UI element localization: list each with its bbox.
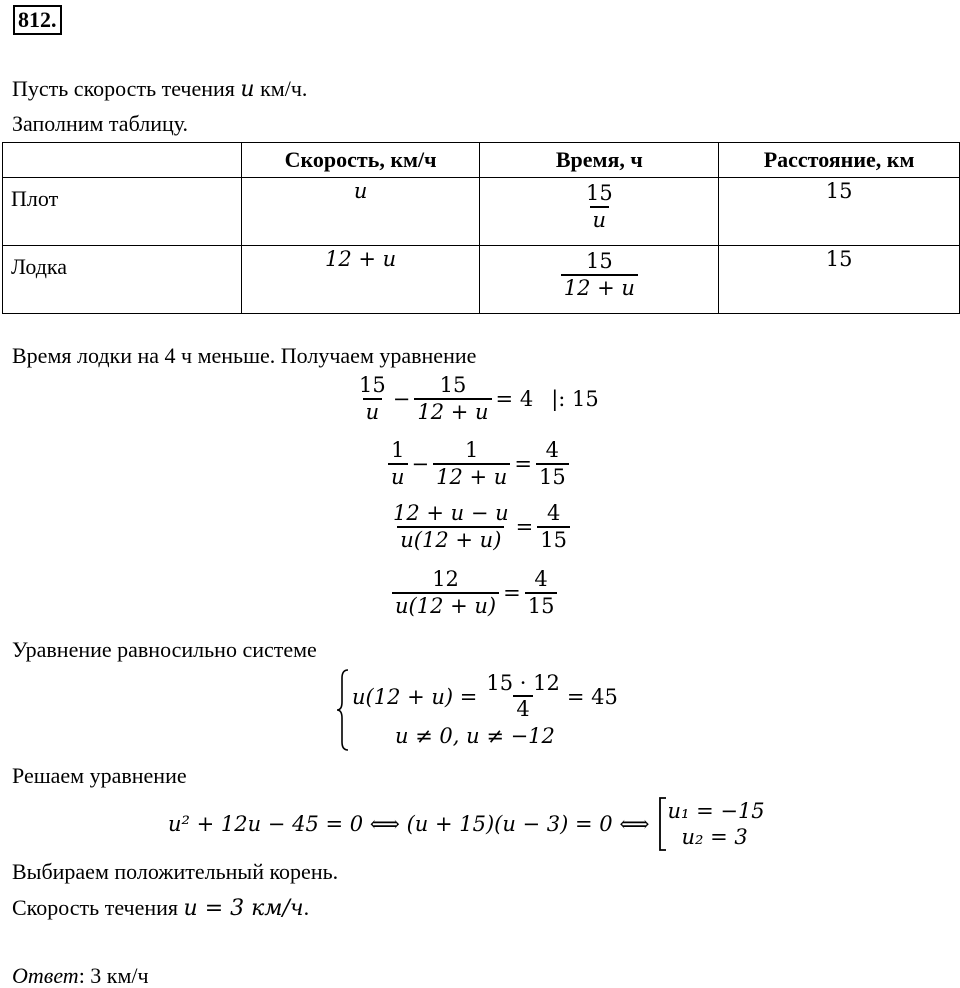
minus-sign: −	[411, 452, 430, 477]
text-choose: Выбираем положительный корень.	[12, 859, 339, 884]
intro-variable: u	[240, 77, 255, 102]
fraction-numerator: 4	[534, 567, 548, 591]
fraction-numerator: 4	[546, 501, 561, 525]
intro-unit: км/ч.	[254, 76, 308, 101]
fraction-numerator: 12	[432, 567, 459, 591]
fraction-numerator: 15	[439, 373, 467, 397]
fraction-numerator: 4	[545, 438, 559, 462]
distance-value: 15	[825, 179, 853, 203]
table-cell-label	[3, 178, 242, 246]
fraction	[388, 439, 408, 490]
fraction-denominator: u	[388, 463, 408, 490]
equation-3	[390, 502, 570, 553]
system-lines	[352, 672, 622, 749]
left-brace-icon	[336, 668, 350, 752]
fraction-denominator: u(12 + u)	[392, 592, 499, 619]
table-cell-speed	[241, 246, 480, 314]
text-system: Уравнение равносильно системе	[12, 637, 317, 662]
root-2: u₂ = 3	[681, 825, 748, 849]
minus-sign: −	[392, 387, 411, 412]
fraction	[433, 439, 510, 490]
fraction	[390, 502, 512, 553]
fraction-denominator: 15	[536, 463, 569, 490]
distance-value: 15	[825, 247, 853, 271]
fraction-denominator: 15	[537, 526, 570, 553]
table-header-row	[3, 143, 960, 178]
root-1: u₁ = −15	[667, 798, 765, 823]
system-lhs: u(12 + u) =	[352, 684, 478, 709]
quadratic-equation	[168, 796, 765, 852]
roots	[667, 798, 764, 851]
table-cell-time	[480, 246, 719, 314]
intro-text: Пусть скорость течения	[12, 76, 241, 101]
text-speed	[12, 897, 309, 920]
problem-number: 812.	[13, 5, 62, 35]
equals-sign: =	[503, 581, 521, 606]
fraction-numerator: 12 + u − u	[393, 501, 509, 525]
fraction	[536, 439, 569, 490]
speed-value: 12 + u	[324, 247, 397, 271]
fraction	[392, 568, 499, 619]
data-table	[2, 142, 960, 314]
fraction-denominator: u	[590, 206, 610, 233]
fraction-denominator: 12 + u	[433, 463, 510, 490]
speed-period: .	[303, 895, 310, 920]
table-cell-distance	[719, 246, 960, 314]
fraction	[483, 672, 562, 723]
intro-line-2: Заполним таблицу.	[12, 111, 189, 136]
equation-1	[356, 374, 599, 425]
table-row	[3, 246, 960, 314]
fraction-denominator: 15	[525, 592, 558, 619]
fraction-numerator: 1	[391, 438, 405, 462]
fraction-denominator: 12 + u	[561, 274, 638, 301]
equation-note: |: 15	[551, 387, 599, 412]
table-header: Расстояние, км	[719, 143, 960, 178]
table-cell-label	[3, 246, 242, 314]
speed-value: u	[353, 179, 368, 203]
fraction-numerator: 15	[359, 373, 386, 397]
speed-text: Скорость течения	[12, 895, 184, 920]
answer	[12, 965, 149, 987]
fraction	[525, 568, 558, 619]
equation-2	[388, 439, 569, 490]
table-header: Время, ч	[480, 143, 719, 178]
time-fraction	[561, 250, 638, 301]
equation-rhs: = 4	[495, 387, 534, 412]
fraction-numerator: 15	[585, 249, 613, 273]
table-cell-distance	[719, 178, 960, 246]
fraction-numerator: 15	[585, 181, 613, 205]
table-header	[3, 143, 242, 178]
table-cell-time	[480, 178, 719, 246]
fraction-denominator: u	[363, 398, 383, 425]
text-time-less: Время лодки на 4 ч меньше. Получаем уравнение	[12, 343, 477, 368]
quadratic-expression: u² + 12u − 45 = 0 ⟺ (u + 15)(u − 3) = 0 ⟺	[168, 812, 650, 836]
row-label: Лодка	[11, 254, 68, 279]
left-bracket-icon	[657, 796, 667, 852]
fraction	[537, 502, 570, 553]
system-rhs: = 45	[566, 684, 618, 709]
table-row	[3, 178, 960, 246]
fraction-numerator: 15 · 12	[486, 670, 560, 695]
equation-4	[392, 568, 557, 619]
table-cell-speed	[241, 178, 480, 246]
system-line-1	[352, 672, 622, 723]
equals-sign: =	[515, 515, 534, 540]
answer-value: : 3 км/ч	[78, 963, 149, 988]
fraction	[414, 374, 491, 425]
row-label: Плот	[11, 186, 59, 211]
fraction	[356, 374, 389, 425]
fraction-denominator: 12 + u	[414, 398, 491, 425]
answer-label: Ответ	[12, 963, 79, 988]
fraction-numerator: 1	[465, 438, 479, 462]
system-line-2: u ≠ 0, u ≠ −12	[394, 724, 555, 749]
text-solve: Решаем уравнение	[12, 763, 187, 788]
system-of-equations	[336, 668, 622, 752]
fraction-denominator: 4	[513, 695, 532, 722]
table-header: Скорость, км/ч	[241, 143, 480, 178]
speed-formula: u = 3 км/ч	[183, 896, 304, 921]
intro-line-1	[12, 78, 307, 101]
equals-sign: =	[514, 452, 532, 477]
time-fraction	[583, 182, 616, 233]
fraction-denominator: u(12 + u)	[397, 526, 504, 553]
